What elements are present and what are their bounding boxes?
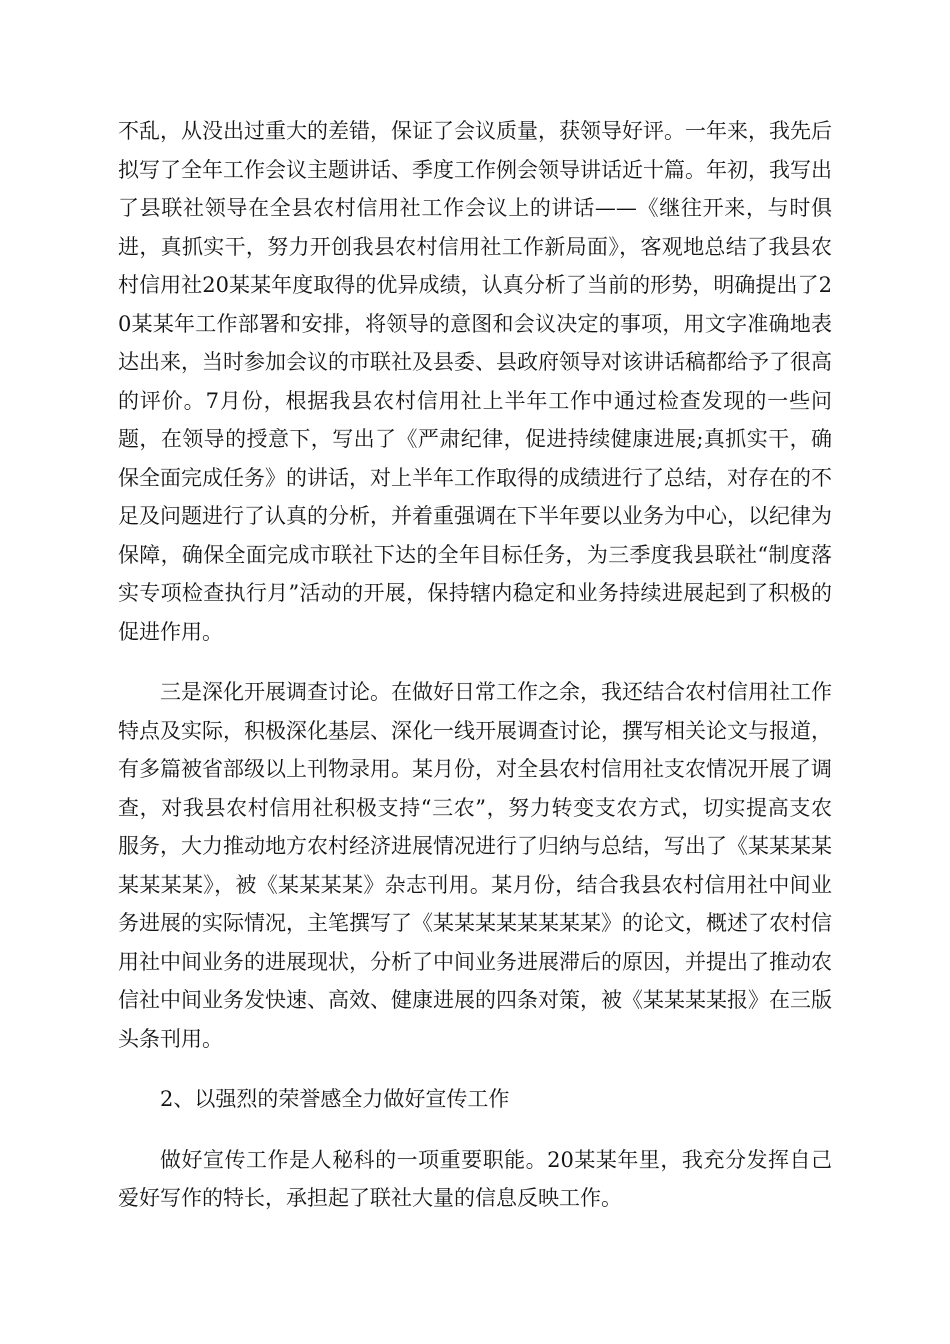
section-heading-publicity: 2、以强烈的荣誉感全力做好宣传工作 — [160, 1087, 510, 1111]
paragraph-research: 三是深化开展调查讨论。在做好日常工作之余，我还结合农村信用社工作特点及实际，积极深化基层、深化一线开展调查讨论，撰写相关论文与报道，有多篇被省部级以上刊物录用。某月份，对全县农村信用社支农情况开展了调查，对我县农村信用社积极支持“三农”，努力转变支农方式，切实提高支农服务，大力推动地方农村经济进展情况进行了归纳与总结，写出了《某某某某某某某某》，被《某某某某》杂志刊用。某月份，结合我县农村信用社中间业务进展的实际情况，主笔撰写了《某某某某某某某某》的论文，概述了农村信用社中间业务的进展现状，分析了中间业务进展滞后的原因，并提出了推动农信社中间业务发快速、高效、健康进展的四条对策，被《某某某某报》在三版头条刊用。 — [118, 680, 832, 1051]
paragraph-meeting-speeches: 不乱，从没出过重大的差错，保证了会议质量，获领导好评。一年来，我先后拟写了全年工作会议主题讲话、季度工作例会领导讲话近十篇。年初，我写出了县联社领导在全县农村信用社工作会议上的讲话——《继往开来，与时俱进，真抓实干，努力开创我县农村信用社工作新局面》，客观地总结了我县农村信用社20某某年度取得的优异成绩，认真分析了当前的形势，明确提出了20某某年工作部署和安排，将领导的意图和会议决定的事项，用文字准确地表达出来，当时参加会议的市联社及县委、县政府领导对该讲话稿都给予了很高的评价。7月份，根据我县农村信用社上半年工作中通过检查发现的一些问题，在领导的授意下，写出了《严肃纪律，促进持续健康进展;真抓实干，确保全面完成任务》的讲话，对上半年工作取得的成绩进行了总结，对存在的不足及问题进行了认真的分析，并着重强调在下半年要以业务为中心，以纪律为保障，确保全面完成市联社下达的全年目标任务，为三季度我县联社“制度落实专项检查执行月”活动的开展，保持辖内稳定和业务持续进展起到了积极的促进作用。 — [118, 119, 832, 644]
paragraph-publicity: 做好宣传工作是人秘科的一项重要职能。20某某年里，我充分发挥自己爱好写作的特长，承担起了联社大量的信息反映工作。 — [118, 1147, 832, 1210]
